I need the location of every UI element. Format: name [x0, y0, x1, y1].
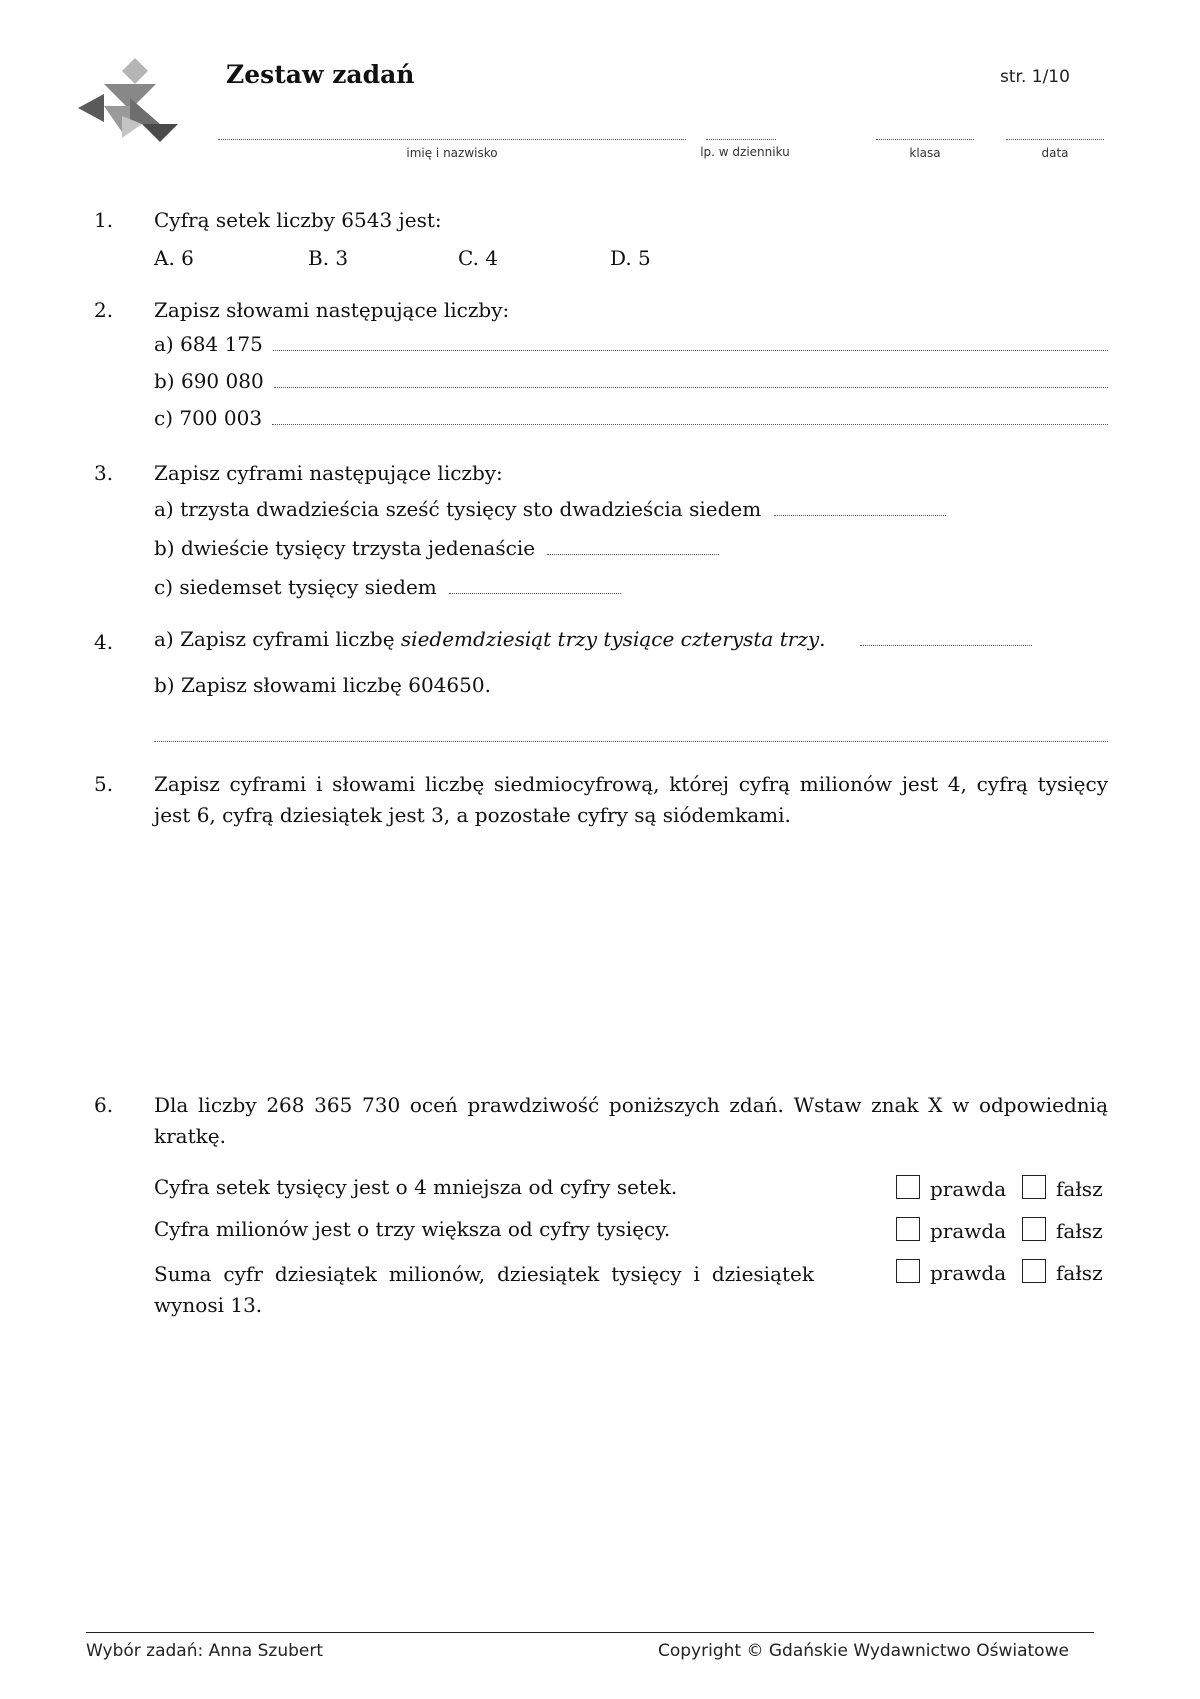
answer-line[interactable] — [860, 627, 1032, 646]
false-label: fałsz — [1056, 1219, 1103, 1243]
task-number: 5. — [94, 772, 114, 796]
answer-row — [154, 332, 1108, 356]
answer-line[interactable] — [274, 369, 1108, 388]
answer-row — [154, 497, 946, 521]
checkbox-false[interactable] — [1022, 1259, 1046, 1283]
answer-line[interactable] — [449, 575, 621, 594]
class-number-label-wrap — [660, 145, 830, 159]
task-text-italic: siedemdziesiąt trzy tysiące czterysta trzy — [400, 627, 820, 651]
false-label: fałsz — [1056, 1261, 1103, 1285]
date-field-label: data — [1041, 146, 1069, 160]
true-label: prawda — [930, 1219, 1007, 1243]
page-number: str. 1/10 — [1000, 67, 1070, 87]
task-number: 2. — [94, 298, 114, 322]
task-4a — [154, 627, 1032, 651]
false-option[interactable] — [1022, 1259, 1103, 1285]
true-option[interactable] — [896, 1175, 1006, 1201]
answer-option-a[interactable]: A. 6 — [154, 246, 194, 270]
true-label: prawda — [930, 1261, 1007, 1285]
checkbox-true[interactable] — [896, 1259, 920, 1283]
true-option[interactable] — [896, 1259, 1006, 1285]
task-4b: b) Zapisz słowami liczbę 604650. — [154, 673, 491, 697]
footer-copyright: Copyright © Gdańskie Wydawnictwo Oświatowe — [658, 1641, 1069, 1661]
task-text: Zapisz cyframi następujące liczby: — [154, 461, 503, 485]
item-label: c) 700 003 — [154, 406, 263, 430]
name-field-label: imię i nazwisko — [406, 146, 498, 160]
answer-row — [154, 575, 621, 599]
answer-row — [154, 369, 1108, 393]
false-label: fałsz — [1056, 1177, 1103, 1201]
task-text: Zapisz cyframi i słowami liczbę siedmiocyfrową, której cyfrą milionów jest 4, cyfrą tysięcy jest 6, cyfrą dziesiątek jest 3, a pozostałe cyfry są siódemkami. — [154, 772, 1108, 827]
date-field[interactable] — [1006, 125, 1104, 160]
false-option[interactable] — [1022, 1217, 1103, 1243]
true-label: prawda — [930, 1177, 1007, 1201]
footer-author: Wybór zadań: Anna Szubert — [86, 1641, 324, 1661]
class-number-field[interactable] — [706, 125, 776, 146]
checkbox-true[interactable] — [896, 1217, 920, 1241]
item-label: b) 690 080 — [154, 369, 264, 393]
class-field[interactable] — [876, 125, 974, 160]
item-label: a) trzysta dwadzieścia sześć tysięcy sto dwadzieścia siedem — [154, 497, 762, 521]
answer-line[interactable] — [273, 332, 1108, 351]
answer-line[interactable] — [547, 536, 719, 555]
false-option[interactable] — [1022, 1175, 1103, 1201]
task-number: 3. — [94, 461, 114, 485]
task-number: 4. — [94, 630, 114, 654]
answer-option-c[interactable]: C. 4 — [458, 246, 499, 270]
statement-1: Cyfra setek tysięcy jest o 4 mniejsza od cyfry setek. — [154, 1175, 678, 1199]
name-field[interactable] — [218, 125, 686, 160]
statement-3: Suma cyfr dziesiątek milionów, dziesiątek tysięcy i dziesiątek wynosi 13. — [154, 1262, 814, 1317]
publisher-logo — [78, 58, 182, 146]
answer-option-b[interactable]: B. 3 — [308, 246, 349, 270]
footer-divider — [86, 1632, 1094, 1633]
tangram-figure-icon — [78, 58, 182, 146]
true-option[interactable] — [896, 1217, 1006, 1243]
task-number: 6. — [94, 1093, 114, 1117]
answer-option-d[interactable]: D. 5 — [610, 246, 651, 270]
task-text: Dla liczby 268 365 730 oceń prawdziwość poniższych zdań. Wstaw znak X w odpowiednią kratkę. — [154, 1093, 1108, 1148]
answer-line[interactable] — [774, 497, 946, 516]
task-number: 1. — [94, 208, 114, 232]
checkbox-true[interactable] — [896, 1175, 920, 1199]
answer-line[interactable] — [272, 406, 1108, 425]
document-title: Zestaw zadań — [226, 60, 415, 89]
checkbox-false[interactable] — [1022, 1175, 1046, 1199]
item-label: c) siedemset tysięcy siedem — [154, 575, 437, 599]
task-text-end: . — [819, 627, 826, 651]
item-label: a) 684 175 — [154, 332, 263, 356]
answer-line[interactable] — [154, 723, 1108, 742]
task-text: Cyfrą setek liczby 6543 jest: — [154, 208, 442, 232]
task-text: a) Zapisz cyframi liczbę — [154, 627, 401, 651]
statement-2: Cyfra milionów jest o trzy większa od cyfry tysięcy. — [154, 1217, 671, 1241]
class-field-label: klasa — [909, 146, 941, 160]
checkbox-false[interactable] — [1022, 1217, 1046, 1241]
answer-row — [154, 406, 1108, 430]
item-label: b) dwieście tysięcy trzysta jedenaście — [154, 536, 536, 560]
task-text: Zapisz słowami następujące liczby: — [154, 298, 510, 322]
answer-row — [154, 536, 719, 560]
class-number-label: lp. w dzienniku — [700, 145, 790, 159]
